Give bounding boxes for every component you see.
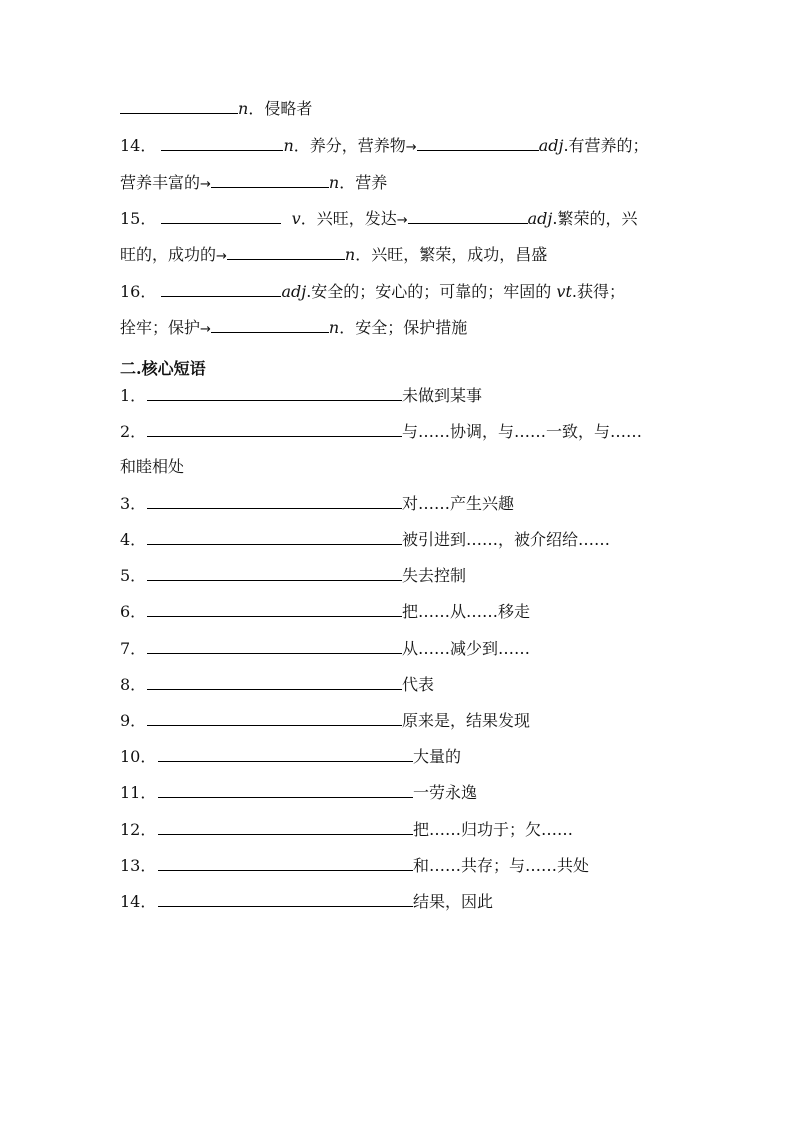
phrase-meaning: 大量的 [413,747,462,766]
definition: ．养分，营养物 [293,136,406,155]
answer-blank[interactable] [147,493,402,509]
phrase-meaning: 代表 [402,675,435,694]
phrase-item [120,891,493,912]
pos-label: n [283,136,294,155]
answer-blank[interactable] [147,674,402,690]
pos-label: n [344,245,356,264]
phrase-item [120,385,482,406]
answer-blank[interactable] [227,244,345,260]
answer-blank[interactable] [147,529,402,545]
answer-blank[interactable] [147,710,402,726]
pos-label: adj [538,136,564,155]
definition: 旺的，成功的 [120,245,217,264]
definition: .繁荣的，兴 [552,209,638,228]
item-number: 11． [120,783,157,802]
answer-blank[interactable] [158,782,413,798]
item-number: 15． [120,209,157,228]
phrase-meaning: 和睦相处 [120,457,185,476]
phrase-meaning: 和……共存；与……共处 [413,856,590,875]
phrase-meaning: 把……从……移走 [402,602,531,621]
phrase-item [120,529,610,550]
phrase-item [120,674,434,695]
phrase-item [120,819,573,840]
answer-blank[interactable] [158,746,413,762]
phrase-item [120,638,530,659]
answer-blank[interactable] [417,135,539,151]
phrase-item [120,782,477,803]
arrow-icon: → [405,140,417,155]
item-number: 3． [120,494,147,513]
arrow-icon: → [200,322,211,337]
pos-label: n [238,99,249,118]
phrase-item [120,601,530,622]
pos-label: n [328,173,340,192]
phrase-meaning: 把……归功于；欠…… [413,820,574,839]
phrase-meaning: 原来是，结果发现 [402,711,531,730]
definition: ．兴旺，繁荣，成功，昌盛 [355,245,548,264]
item-number: 5． [120,566,147,585]
item-number: 2． [120,422,147,441]
item-number: 13． [120,856,157,875]
vocab-line-14b [120,172,387,195]
pos-label: vt [556,282,572,301]
item-number: 14． [120,892,157,911]
definition: ．兴旺，发达 [300,209,397,228]
definition: .获得； [571,282,625,301]
item-number: 7． [120,639,147,658]
phrase-item [120,746,461,767]
section-title: 二.核心短语 [120,359,206,378]
phrase-meaning: 结果，因此 [413,892,494,911]
pos-label: adj [527,209,553,228]
phrase-item [120,855,589,876]
vocab-line-15a [120,208,637,231]
answer-blank[interactable] [120,98,238,114]
answer-blank[interactable] [158,855,413,871]
arrow-icon: → [200,177,211,192]
item-number: 9． [120,711,147,730]
answer-blank[interactable] [147,601,402,617]
phrase-continuation [120,457,184,477]
definition: ．侵略者 [248,99,313,118]
vocab-line-14a [120,135,649,158]
answer-blank[interactable] [408,208,528,224]
phrase-item [120,710,530,731]
answer-blank[interactable] [211,317,329,333]
pos-label: v [291,209,301,228]
vocab-line-16b [120,317,467,340]
phrase-meaning: 从……减少到…… [402,639,531,658]
arrow-icon: → [396,213,408,228]
phrase-meaning: 未做到某事 [402,386,483,405]
phrase-meaning: 被引进到……，被介绍给…… [402,530,611,549]
answer-blank[interactable] [147,638,402,654]
phrase-meaning: 与……协调，与……一致，与…… [402,422,643,441]
answer-blank[interactable] [158,891,413,907]
phrase-item [120,421,642,442]
answer-blank[interactable] [211,172,329,188]
answer-blank[interactable] [147,421,402,437]
definition: ．营养 [339,173,388,192]
answer-blank[interactable] [161,208,281,224]
phrase-meaning: 失去控制 [402,566,467,585]
answer-blank[interactable] [147,565,402,581]
vocab-line-15b [120,244,547,267]
answer-blank[interactable] [161,135,283,151]
definition: .有营养的； [563,136,649,155]
item-number: 10． [120,747,157,766]
vocab-line-16a [120,281,625,302]
pos-label: n [328,318,340,337]
item-number: 1． [120,386,147,405]
answer-blank[interactable] [147,385,402,401]
answer-blank[interactable] [161,281,281,297]
definition: 营养丰富的 [120,173,201,192]
definition: .安全的；安心的；可靠的；牢固的 [306,282,557,301]
arrow-icon: → [216,249,227,264]
phrase-meaning: 一劳永逸 [413,783,478,802]
item-number: 4． [120,530,147,549]
phrase-item [120,493,514,514]
definition: ．安全；保护措施 [339,318,468,337]
vocab-line-invader [120,98,312,119]
phrase-item [120,565,466,586]
item-number: 8． [120,675,147,694]
definition: 拴牢；保护 [120,318,201,337]
pos-label: adj [281,282,307,301]
item-number: 6． [120,602,147,621]
item-number: 12． [120,820,157,839]
answer-blank[interactable] [158,819,413,835]
item-number: 14． [120,136,157,155]
item-number: 16． [120,282,157,301]
phrase-meaning: 对……产生兴趣 [402,494,515,513]
